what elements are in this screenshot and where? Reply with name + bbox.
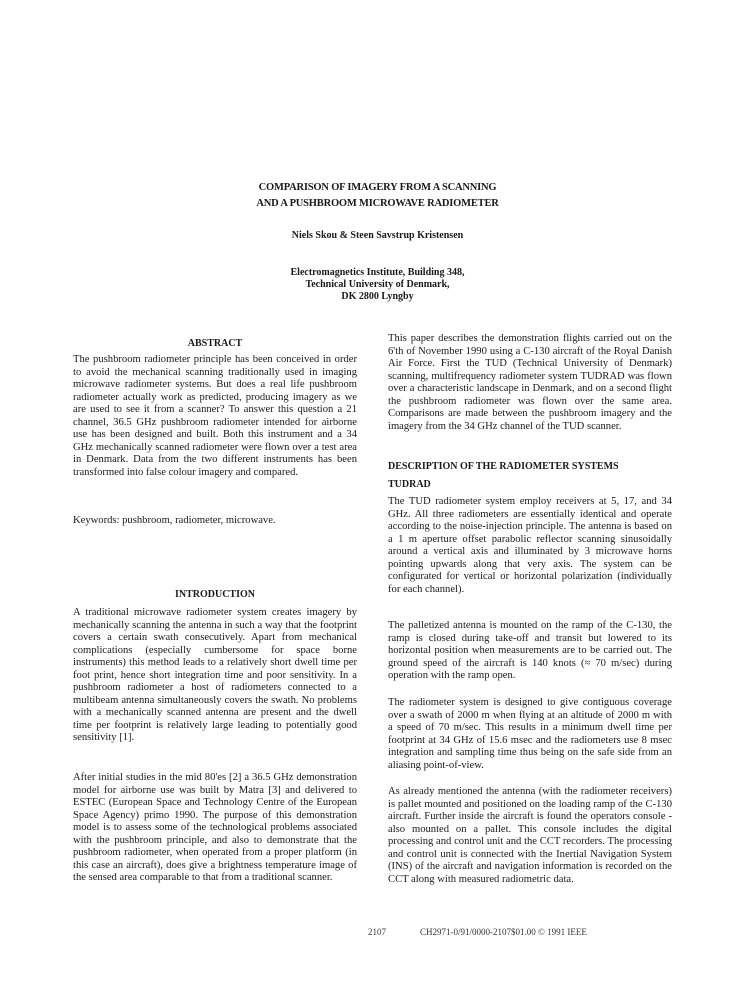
affiliation-line-1: Electromagnetics Institute, Building 348, [290,267,465,278]
abstract-text: The pushbroom radiometer principle has been conceived in order to avoid the mechanical scanning traditionally used in imaging microwave radiometer systems. But does a real life pushbroom radiometer actually work as predicted, producing imagery as we are used to see it from a scanner? To answer this question a 21 channel, 36.5 GHz pushbroom radiometer intended for airborne use has been designed and built. Both this instrument and a 34 GHz mechanically scanned radiometer were flown over a test area in Denmark. Data from the two different instruments has been transformed into false colour imagery and compared. [73,354,357,478]
paper-title-line-2: AND A PUSHBROOM MICROWAVE RADIOMETER [256,198,499,209]
keywords: Keywords: pushbroom, radiometer, microwave. [73,515,276,526]
tudrad-paragraph-4: As already mentioned the antenna (with the radiometer receivers) is pallet mounted and positioned on the loading ramp of the C-130 aircraft. Further inside the aircraft is found the operators console - also mounted on a pallet. This console includes the digital processing and control unit and the CCT recorders. The processing and control unit is connected with the Inertial Navigation System (INS) of the aircraft and navigation information is recorded on the CCT along with measured radiometric data. [388,786,672,885]
authors: Niels Skou & Steen Savstrup Kristensen [291,230,464,241]
affiliation-line-3: DK 2800 Lyngby [341,291,414,302]
introduction-paragraph-1: A traditional microwave radiometer system creates imagery by mechanically scanning the antenna in such a way that the footprint covers a certain swath consecutively. Apart from mechanical complications (especially cumbersome for space borne instruments) this method leads to a relatively short dwell time per foot print, hence short integration time and poor sensitivity. In a pushbroom radiometer a host of radiometers connected to a multibeam antenna simultaneously covers the swath. No problems with a mechanically scanned antenna are present and the dwell time per footprint is relatively large leading to potentially good sensitivity [1]. [73,607,357,744]
section-heading-radiometer-systems: DESCRIPTION OF THE RADIOMETER SYSTEMS [388,461,619,472]
paper-overview-paragraph: This paper describes the demonstration flights carried out on the 6'th of November 1990 using a C-130 aircraft of the Royal Danish Air Force. First the TUD (Technical University of Denmark) scanning, multifrequency radiometer system TUDRAD was flown over a characteristic landscape in Denmark, and on a second flight the pushbroom radiometer was flown over the same area. Comparisons are made between the pushbroom imagery and the imagery from the 34 GHz channel of the TUD scanner. [388,333,672,432]
introduction-paragraph-2: After initial studies in the mid 80'es [2] a 36.5 GHz demonstration model for airborne use was built by Matra [3] and delivered to ESTEC (European Space and Technology Centre of the European Space Agency) primo 1990. The purpose of this demonstration model is to assess some of the technological problems associated with the pushbroom principle, and also to demonstrate that the pushbroom radiometer, when operated from a proper platform (in this case an aircraft), does give a brightness temperature image of the sensed area comparable to that from a traditional scanner. [73,772,357,884]
affiliation-line-2: Technical University of Denmark, [305,279,450,290]
abstract-heading: ABSTRACT [187,338,243,349]
tudrad-paragraph-2: The palletized antenna is mounted on the ramp of the C-130, the ramp is closed during take-off and transit but lowered to its horizontal position when measurements are to be carried out. The ground speed of the aircraft is 140 knots (≈ 70 m/sec) during operation with the ramp open. [388,620,672,682]
subsection-heading-tudrad: TUDRAD [388,479,431,490]
introduction-heading: INTRODUCTION [174,589,255,600]
tudrad-paragraph-1: The TUD radiometer system employ receivers at 5, 17, and 34 GHz. All three radiometers are essentially identical and operate according to the noise-injection principle. The antenna is based on a 1 m aperture offset parabolic reflector scanning sinusoidally around a vertical axis and illuminated by 3 microwave horns pointing upwards along that very axis. The system can be configurated for vertical or horizontal polarization (individually for each channel). [388,496,672,595]
paper-title-line-1: COMPARISON OF IMAGERY FROM A SCANNING [258,182,497,193]
page-number: 2107 [368,927,386,937]
copyright-notice: CH2971-0/91/0000-2107$01.00 © 1991 IEEE [420,927,587,937]
tudrad-paragraph-3: The radiometer system is designed to give contiguous coverage over a swath of 2000 m when flying at an altitude of 2000 m with a speed of 70 m/sec. This results in a minimum dwell time per footprint at 34 GHz of 15.6 msec and the radiometers use 8 msec integration and sampling time thus being on the safe side from an aliasing point-of-view. [388,697,672,771]
